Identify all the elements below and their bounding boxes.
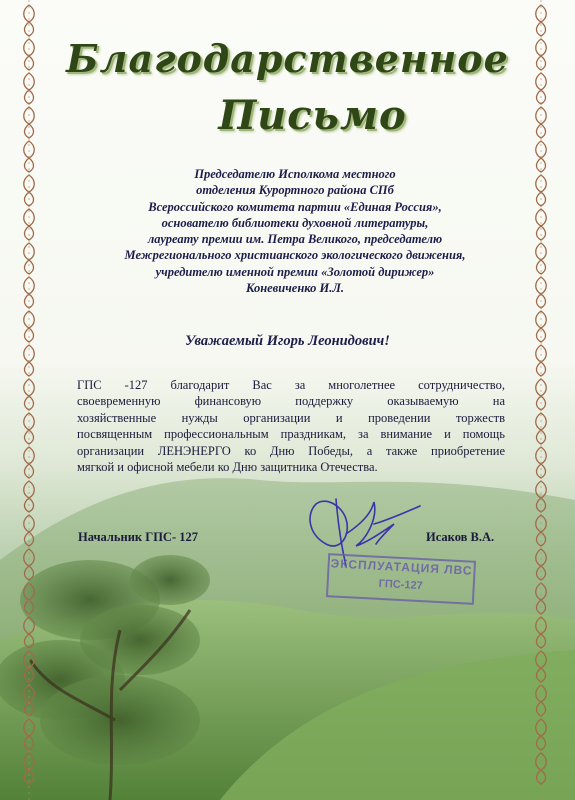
body-line: своевременную финансовую поддержку оказываемую на xyxy=(77,394,505,409)
body-line: организации ЛЕНЭНЕРГО ко Дню Победы, а также приобретение xyxy=(77,443,505,458)
body-line: мягкой и офисной мебели ко Дню защитника Отечества. xyxy=(77,460,378,475)
body-line: хозяйственные нужды организации и проведении торжеств xyxy=(77,410,505,425)
stamp-text-line-1: ЭКСПЛУАТАЦИЯ ЛВС xyxy=(330,556,473,578)
title-line-1: Благодарственное xyxy=(66,36,509,81)
addressee-block xyxy=(80,166,510,296)
body-line: ГПС -127 благодарит Вас за многолетнее сотрудничество, xyxy=(77,378,505,392)
organization-stamp xyxy=(325,552,477,606)
salutation: Уважаемый Игорь Леонидович! xyxy=(185,333,390,349)
signatory-name: Исаков В.А. xyxy=(426,530,495,544)
title-line-2: Письмо xyxy=(218,92,407,139)
addressee-line: отделения Курортного района СПб xyxy=(196,183,394,198)
addressee-line: учредителю именной премии «Золотой дирижер» xyxy=(155,264,435,279)
body-line: посвященным профессиональным праздникам, за внимание и помощь xyxy=(77,427,505,442)
addressee-line: Всероссийского комитета партии «Единая Россия», xyxy=(148,199,442,214)
addressee-line: Председателю Исполкома местного xyxy=(194,167,396,181)
signatory-position: Начальник ГПС- 127 xyxy=(78,530,198,544)
stamp-text-line-2: ГПС-127 xyxy=(378,577,424,593)
addressee-line: Межрегионального христианского экологического движения, xyxy=(124,248,466,263)
addressee-line: основателю библиотеки духовной литературы, xyxy=(161,215,429,230)
letter-body xyxy=(77,377,505,475)
addressee-line: Коневиченко И.Л. xyxy=(245,281,345,296)
addressee-line: лауреату премии им. Петра Великого, председателю xyxy=(147,232,443,247)
